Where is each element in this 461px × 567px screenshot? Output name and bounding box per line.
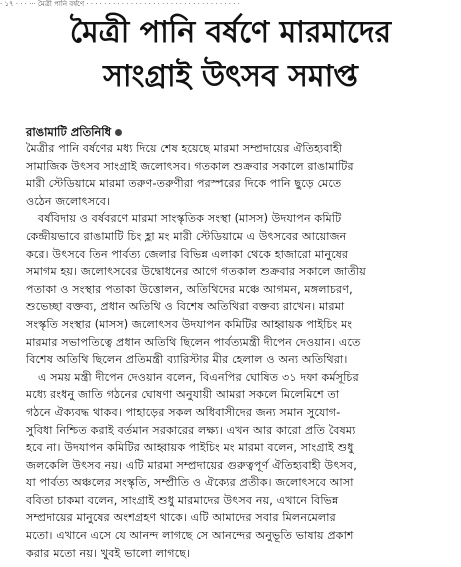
body-line: মতো। এখানে এসে যে আনন্দ লাগছে সে আনন্দের অনুভূতি ভাষায় প্রকাশ (26, 529, 354, 543)
body-line: জলকেলি উৎসব নয়। এটি মারমা সম্প্রদায়ের গুরুত্বপূর্ণ ঐতিহ্যবাহী উৎসব, (26, 458, 357, 472)
headline-line-2: সাংগ্রাই উৎসব সমাপ্ত (103, 59, 358, 94)
body-line: মারী স্টেডিয়ামে মারমা তরুণ-তরুণীরা পরস্পরের দিকে পানি ছুড়ে মেতে (26, 177, 342, 191)
body-line: এ সময় মন্ত্রী দীপেন দেওয়ান বলেন, বিএনপির ঘোষিত ৩১ দফা কর্মসূচির (38, 370, 359, 384)
body-line: শুভেচ্ছা বক্তব্য, প্রধান অতিথি ও বিশেষ অতিথিরা বক্তব্য রাখেন। মারমা (26, 300, 345, 314)
article-body (26, 140, 456, 564)
body-line: হবে না। উদযাপন কমিটির আহ্বায়ক পাইচিং মং মারমা বলেন, সাংগ্রাই শুধু (26, 441, 354, 455)
body-line: মধ্যে রংধনু জাতি গঠনের ঘোষণা অনুযায়ী আমরা সকলে মিলেমিশে তা (26, 388, 340, 402)
body-line: সমাগম হয়। জলোৎসবের উদ্বোধনের আগে গতকাল শুক্রবার সকালে জাতীয় (26, 265, 366, 279)
body-line: সামাজিক উৎসব সাংগ্রাই জলোৎসব। গতকাল শুক্রবার সকালে রাঙামাটির (26, 159, 354, 173)
body-line: সম্প্রদায়ের মানুষের অংশগ্রহণ থাকে। এটি আমাদের সবার মিলনমেলার (26, 511, 336, 525)
body-line: বিশেষ অতিথি ছিলেন প্রতিমন্ত্রী ব্যারিস্টার মীর হেলাল ও অন্য অতিথিরা। (26, 353, 348, 367)
body-line: ওঠেন জলোৎসবে। (26, 194, 111, 208)
body-line: সংস্কৃতি সংস্থার (মাসস) জলোৎসব উদযাপন কমিটির আহ্বায়ক পাইচিং মং (26, 317, 353, 331)
body-line: ববিতা চাকমা বলেন, সাংগ্রাই শুধু মারমাদের উৎসব নয়, এখানে বিভিন্ন (26, 493, 339, 507)
byline-text: রাঙামাটি প্রতিনিধি (26, 125, 112, 139)
body-line: মৈত্রীর পানি বর্ষণের মধ্য দিয়ে শেষ হয়েছে মারমা সম্প্রদায়ের ঐতিহ্যবাহী (26, 142, 343, 155)
body-line: পতাকা ও সংস্থার পতাকা উত্তোলন, অতিথিদের মঞ্চে আগমন, মঙ্গলাচরণ, (26, 282, 353, 296)
body-line: করার মতো নয়। খুবই ভালো লাগছে। (26, 546, 191, 560)
byline (26, 124, 122, 140)
headline-line-1: মৈত্রী পানি বর্ষণে মারমাদের (69, 15, 392, 50)
top-edge-strip: · ১৭ · · · ··· মৈত্রী পানি বর্ষণে · · · · · · · · · · · · · · · · · · · · · · · · · · · · · · · · · · · (0, 0, 240, 8)
body-line: করে। উৎসবে তিন পার্বত্য জেলার বিভিন্ন এলাকা থেকে হাজারো মানুষের (26, 247, 349, 261)
body-line: বর্ষবিদায় ও বর্ষবরণে মারমা সাংস্কৃতিক সংস্থা (মাসস) উদযাপন কমিটি (38, 212, 342, 226)
body-line: কেন্দ্রীয়ভাবে রাঙামাটি চিং হ্লা মং মারী স্টেডিয়ামে এ উৎসবের আয়োজন (26, 229, 347, 243)
headline (0, 11, 461, 99)
body-line: গঠনে ঐক্যবদ্ধ থাকব। পাহাড়ের সকল অধিবাসীদের জন্য সমান সুযোগ- (26, 405, 341, 419)
bullet-dot-icon (115, 129, 122, 136)
body-line: যা পার্বত্য অঞ্চলের সংস্কৃতি, সম্প্রীতি ও ঐক্যের প্রতীক। জলোৎসবে আসা (26, 476, 354, 490)
body-line: সুবিধা নিশ্চিত করাই বর্তমান সরকারের লক্ষ্য। এখন আর কারো প্রতি বৈষম্য (26, 423, 356, 437)
body-line: মারমার সভাপতিত্বে প্রধান অতিথি ছিলেন পার্বত্যমন্ত্রী দীপেন দেওয়ান। এতে (26, 335, 361, 349)
